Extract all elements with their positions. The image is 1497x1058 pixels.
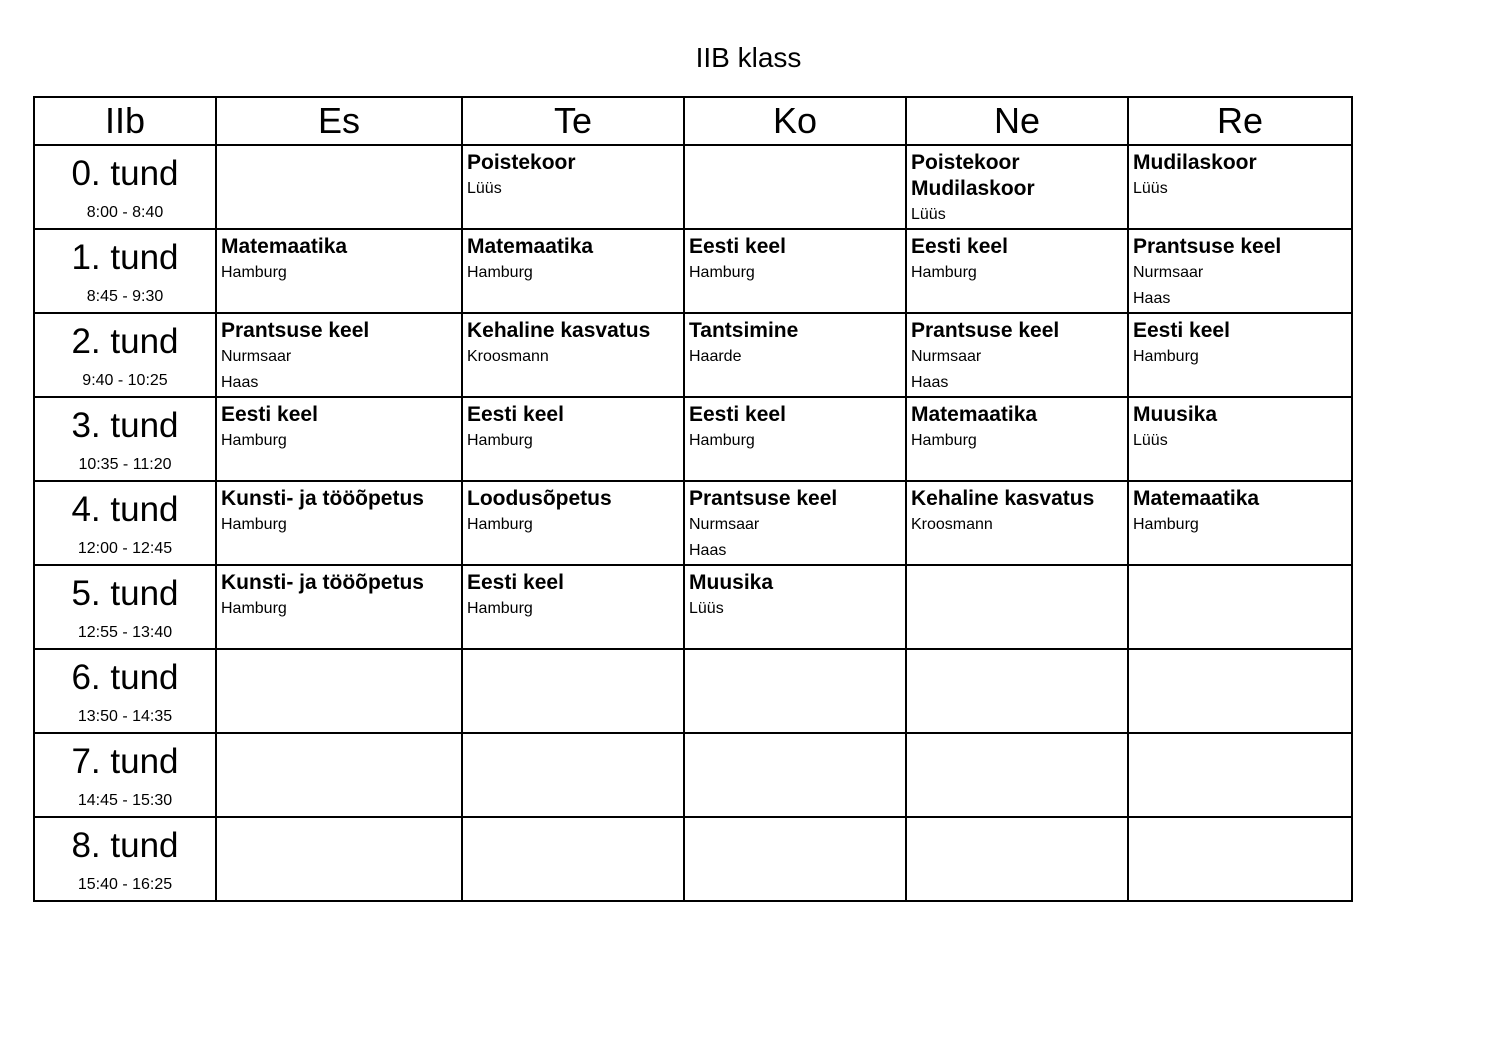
lesson-cell (462, 565, 684, 649)
lesson-cell (216, 481, 462, 565)
period-name: 1. tund (71, 238, 179, 277)
subject-name: Eesti keel (1133, 319, 1230, 342)
period-cell (34, 145, 216, 229)
lesson-cell (906, 229, 1128, 313)
lesson-cell (216, 649, 462, 733)
period-cell (34, 229, 216, 313)
day-header: Re (1128, 97, 1352, 145)
period-time: 10:35 - 11:20 (78, 456, 172, 473)
day-header: Ko (684, 97, 906, 145)
subject-name: Poistekoor (467, 151, 576, 174)
teacher-name: Hamburg (689, 432, 755, 449)
timetable (33, 96, 1353, 902)
teacher-name: Lüüs (1133, 432, 1168, 449)
lesson-cell (684, 565, 906, 649)
teacher-name: Haas (1133, 290, 1171, 307)
subject-name: Kehaline kasvatus (467, 319, 651, 342)
page-title: IIB klass (695, 42, 802, 73)
lesson-cell (462, 229, 684, 313)
lesson-cell (684, 481, 906, 565)
period-cell (34, 313, 216, 397)
period-row (34, 397, 1352, 481)
lesson-cell (906, 733, 1128, 817)
lesson-cell (906, 481, 1128, 565)
period-cell (34, 733, 216, 817)
lesson-cell (684, 145, 906, 229)
subject-name: Muusika (689, 571, 774, 594)
period-name: 6. tund (71, 658, 179, 697)
teacher-name: Hamburg (467, 516, 533, 533)
day-header: Ne (906, 97, 1128, 145)
day-header: Te (462, 97, 684, 145)
subject-name: Prantsuse keel (911, 319, 1060, 342)
subject-name: Loodusõpetus (467, 487, 612, 510)
teacher-name: Hamburg (221, 600, 287, 617)
subject-name: Prantsuse keel (1133, 235, 1282, 258)
teacher-name: Nurmsaar (689, 516, 760, 533)
corner-header: IIb (34, 97, 216, 145)
teacher-name: Hamburg (911, 264, 977, 281)
period-cell (34, 397, 216, 481)
lesson-cell (216, 817, 462, 901)
subject-name: Kehaline kasvatus (911, 487, 1095, 510)
teacher-name: Hamburg (1133, 516, 1199, 533)
period-cell (34, 817, 216, 901)
period-row (34, 481, 1352, 565)
period-time: 12:00 - 12:45 (77, 540, 173, 557)
period-time: 8:00 - 8:40 (86, 204, 164, 221)
subject-name: Matemaatika (911, 403, 1038, 426)
lesson-cell (1128, 397, 1352, 481)
teacher-name: Hamburg (1133, 348, 1199, 365)
period-row (34, 229, 1352, 313)
period-row (34, 565, 1352, 649)
subject-name: Matemaatika (1133, 487, 1260, 510)
teacher-name: Hamburg (467, 264, 533, 281)
teacher-name: Haarde (689, 348, 742, 365)
period-name: 3. tund (71, 406, 179, 445)
teacher-name: Hamburg (689, 264, 755, 281)
teacher-name: Nurmsaar (221, 348, 292, 365)
lesson-cell (906, 565, 1128, 649)
subject-name: Eesti keel (689, 235, 786, 258)
lesson-cell (1128, 733, 1352, 817)
period-time: 8:45 - 9:30 (86, 288, 164, 305)
lesson-cell (684, 229, 906, 313)
period-name: 5. tund (71, 574, 179, 613)
lesson-cell (906, 649, 1128, 733)
period-row (34, 649, 1352, 733)
lesson-cell (216, 565, 462, 649)
period-name: 8. tund (71, 826, 179, 865)
lesson-cell (1128, 229, 1352, 313)
teacher-name: Nurmsaar (911, 348, 982, 365)
subject-name: Mudilaskoor (1133, 151, 1257, 174)
lesson-cell (906, 817, 1128, 901)
period-cell (34, 481, 216, 565)
subject-name: Eesti keel (467, 571, 564, 594)
timetable-body (34, 145, 1352, 901)
lesson-cell (1128, 313, 1352, 397)
period-name: 0. tund (71, 154, 179, 193)
subject-name: Eesti keel (221, 403, 318, 426)
period-name: 2. tund (71, 322, 179, 361)
lesson-cell (216, 313, 462, 397)
teacher-name: Lüüs (1133, 180, 1168, 197)
lesson-cell (462, 481, 684, 565)
lesson-cell (906, 397, 1128, 481)
period-row (34, 817, 1352, 901)
teacher-name: Kroosmann (467, 348, 549, 365)
lesson-cell (1128, 817, 1352, 901)
lesson-cell (216, 397, 462, 481)
lesson-cell (1128, 565, 1352, 649)
teacher-name: Haas (911, 374, 949, 391)
period-name: 4. tund (71, 490, 179, 529)
period-time: 15:40 - 16:25 (77, 876, 173, 893)
period-time: 12:55 - 13:40 (77, 624, 173, 641)
lesson-cell (906, 145, 1128, 229)
subject-name: Prantsuse keel (221, 319, 370, 342)
lesson-cell (462, 649, 684, 733)
teacher-name: Kroosmann (911, 516, 993, 533)
teacher-name: Haas (689, 542, 727, 559)
period-cell (34, 565, 216, 649)
subject-name: Eesti keel (911, 235, 1008, 258)
teacher-name: Nurmsaar (1133, 264, 1204, 281)
period-time: 13:50 - 14:35 (77, 708, 173, 725)
subject-name: Muusika (1133, 403, 1218, 426)
lesson-cell (462, 733, 684, 817)
subject-name: Eesti keel (467, 403, 564, 426)
teacher-name: Haas (221, 374, 259, 391)
lesson-cell (1128, 145, 1352, 229)
lesson-cell (462, 313, 684, 397)
teacher-name: Lüüs (467, 180, 502, 197)
lesson-cell (1128, 649, 1352, 733)
period-name: 7. tund (71, 742, 179, 781)
lesson-cell (684, 649, 906, 733)
lesson-cell (684, 733, 906, 817)
lesson-cell (684, 313, 906, 397)
period-row (34, 733, 1352, 817)
lesson-cell (462, 817, 684, 901)
teacher-name: Hamburg (911, 432, 977, 449)
period-time: 14:45 - 15:30 (77, 792, 173, 809)
lesson-cell (216, 733, 462, 817)
teacher-name: Hamburg (467, 600, 533, 617)
teacher-name: Lüüs (911, 206, 946, 223)
teacher-name: Hamburg (221, 432, 287, 449)
lesson-cell (462, 145, 684, 229)
lesson-cell (684, 817, 906, 901)
lesson-cell (216, 145, 462, 229)
subject-name: Mudilaskoor (911, 177, 1035, 200)
teacher-name: Hamburg (221, 516, 287, 533)
lesson-cell (1128, 481, 1352, 565)
header-row (34, 97, 1352, 145)
day-header: Es (216, 97, 462, 145)
period-time: 9:40 - 10:25 (82, 372, 168, 389)
lesson-cell (906, 313, 1128, 397)
subject-name: Eesti keel (689, 403, 786, 426)
teacher-name: Lüüs (689, 600, 724, 617)
subject-name: Prantsuse keel (689, 487, 838, 510)
subject-name: Poistekoor (911, 151, 1020, 174)
teacher-name: Hamburg (221, 264, 287, 281)
subject-name: Kunsti- ja tööõpetus (221, 571, 424, 594)
lesson-cell (216, 229, 462, 313)
lesson-cell (684, 397, 906, 481)
subject-name: Matemaatika (221, 235, 348, 258)
teacher-name: Hamburg (467, 432, 533, 449)
subject-name: Kunsti- ja tööõpetus (221, 487, 424, 510)
subject-name: Matemaatika (467, 235, 594, 258)
period-cell (34, 649, 216, 733)
period-row (34, 145, 1352, 229)
subject-name: Tantsimine (689, 319, 799, 342)
period-row (34, 313, 1352, 397)
lesson-cell (462, 397, 684, 481)
